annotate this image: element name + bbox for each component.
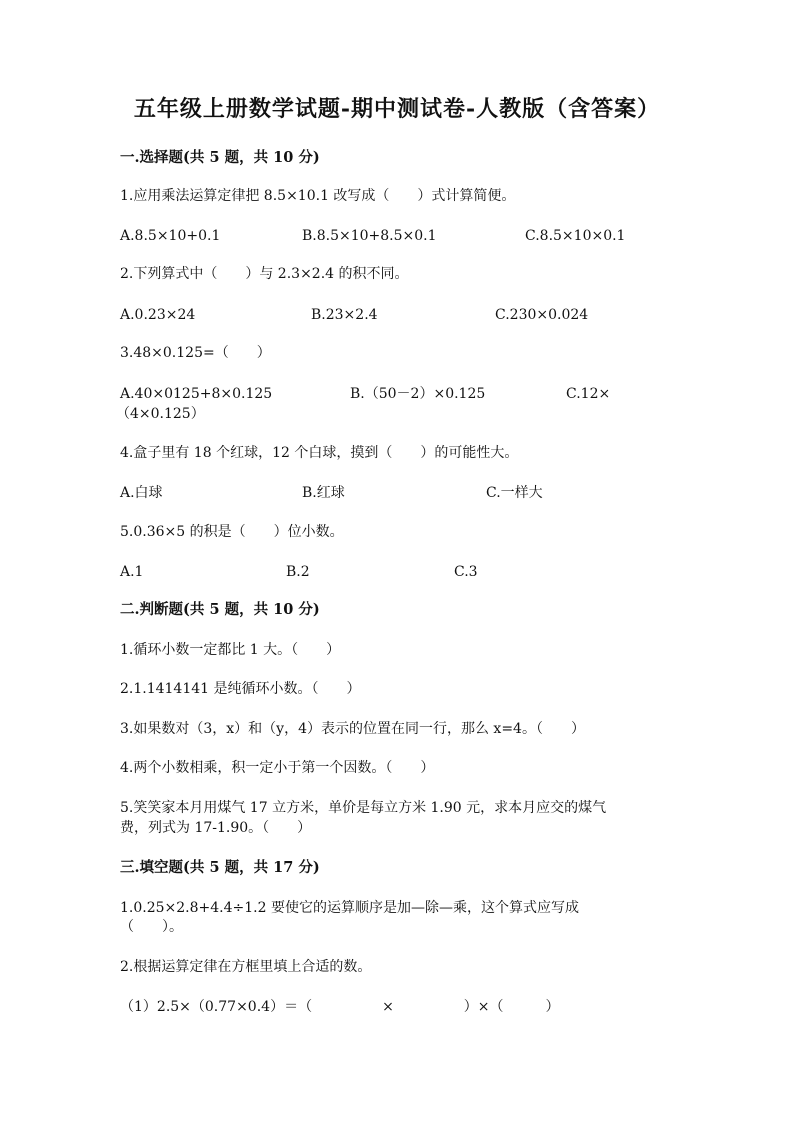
- choice-3-option-c-cont: （4×0.125）: [116, 406, 205, 422]
- fill-question-1: 1.0.25×2.8+4.4÷1.2 要使它的运算顺序是加—除—乘，这个算式应写成: [120, 900, 579, 916]
- choice-3-option-b: B.（50－2）×0.125: [350, 386, 486, 402]
- choice-1-option-c: C.8.5×10×0.1: [525, 228, 626, 244]
- judge-question-3: 3.如果数对（3，x）和（y，4）表示的位置在同一行，那么 x=4。（ ）: [120, 721, 585, 737]
- choice-1-option-a: A.8.5×10+0.1: [120, 228, 221, 244]
- choice-5-option-a: A.1: [120, 564, 144, 580]
- choice-4-option-c: C.一样大: [486, 485, 543, 501]
- page-title: 五年级上册数学试题-期中测试卷-人教版（含答案）: [133, 96, 661, 122]
- fill-question-2: 2.根据运算定律在方框里填上合适的数。: [120, 959, 372, 975]
- choice-4-option-a: A.白球: [120, 485, 163, 501]
- choice-2-option-c: C.230×0.024: [495, 307, 589, 323]
- judge-question-5: 5.笑笑家本月用煤气 17 立方米，单价是每立方米 1.90 元，求本月应交的煤气: [120, 800, 607, 816]
- choice-1-option-b: B.8.5×10+8.5×0.1: [302, 228, 437, 244]
- section-heading-judge: 二.判断题(共 5 题，共 10 分): [120, 601, 320, 618]
- judge-question-1: 1.循环小数一定都比 1 大。（ ）: [120, 642, 341, 658]
- judge-question-2: 2.1.1414141 是纯循环小数。（ ）: [120, 681, 361, 697]
- choice-5-option-b: B.2: [286, 564, 310, 580]
- judge-question-4: 4.两个小数相乘，积一定小于第一个因数。（ ）: [120, 760, 435, 776]
- choice-question-5: 5.0.36×5 的积是（ ）位小数。: [120, 524, 344, 540]
- choice-5-option-c: C.3: [454, 564, 478, 580]
- choice-2-option-b: B.23×2.4: [311, 307, 378, 323]
- choice-2-option-a: A.0.23×24: [120, 307, 196, 323]
- fill-question-1-cont: （ ）。: [120, 919, 183, 935]
- fill-question-2-part-1: （1）2.5×（0.77×0.4）＝（ × ）×（ ）: [120, 999, 560, 1015]
- choice-3-option-c: C.12×: [566, 386, 611, 402]
- section-heading-choice: 一.选择题(共 5 题，共 10 分): [120, 149, 320, 166]
- judge-question-5-cont: 费，列式为 17-1.90。（ ）: [120, 820, 312, 836]
- choice-4-option-b: B.红球: [302, 485, 345, 501]
- section-heading-fill: 三.填空题(共 5 题，共 17 分): [120, 859, 320, 876]
- choice-question-4: 4.盒子里有 18 个红球，12 个白球，摸到（ ）的可能性大。: [120, 445, 519, 461]
- choice-question-2: 2.下列算式中（ ）与 2.3×2.4 的积不同。: [120, 266, 409, 282]
- choice-3-option-a: A.40×0125+8×0.125: [120, 386, 273, 402]
- choice-question-1: 1.应用乘法运算定律把 8.5×10.1 改写成（ ）式计算简便。: [120, 188, 516, 204]
- choice-question-3: 3.48×0.125=（ ）: [120, 345, 271, 361]
